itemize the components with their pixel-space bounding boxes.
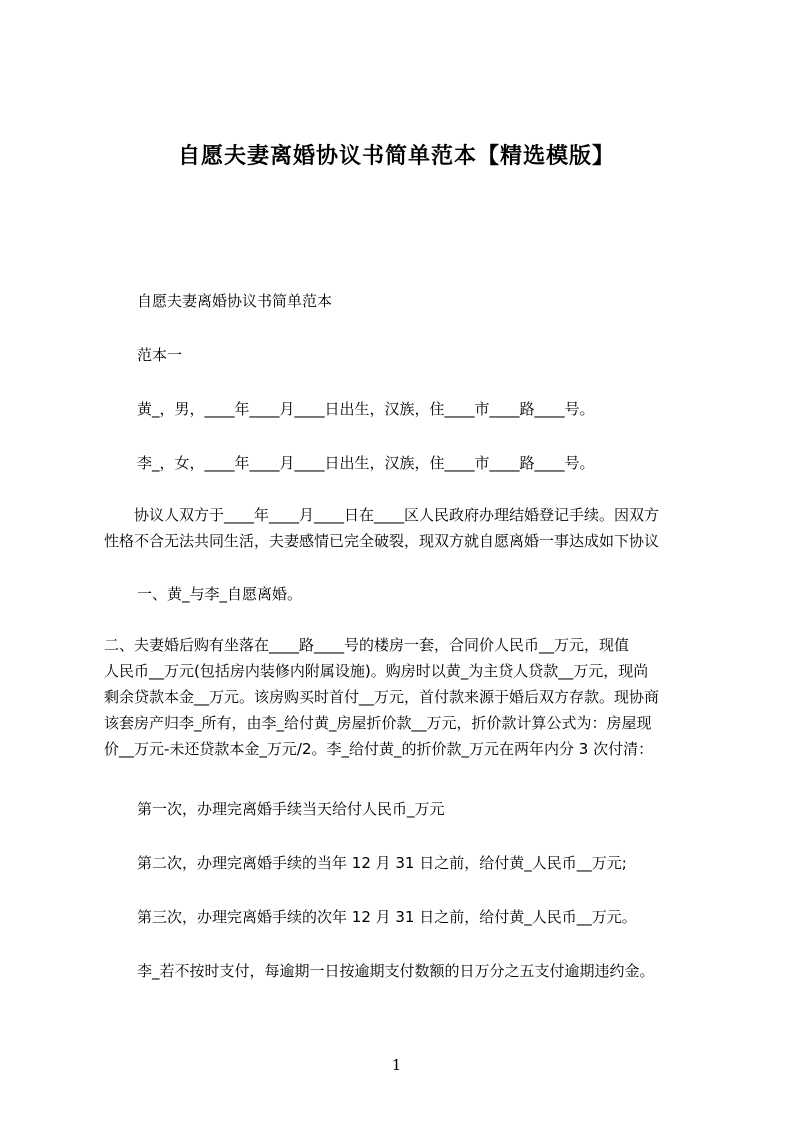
penalty-clause: 李_若不按时支付，每逾期一日按逾期支付数额的日万分之五支付逾期违约金。 bbox=[137, 962, 655, 980]
preamble-line: 性格不合无法共同生活，夫妻感情已完全破裂，现双方就自愿离婚一事达成如下协议 bbox=[104, 532, 660, 550]
payment-third: 第三次，办理完离婚手续的次年 12 月 31 日之前，给付黄_人民币__万元。 bbox=[137, 908, 637, 926]
clause-two-line: 价__万元-未还贷款本金_万元/2。李_给付黄_的折价款_万元在两年内分 3 次付清： bbox=[104, 740, 654, 758]
document-title: 自愿夫妻离婚协议书简单范本【精选模版】 bbox=[177, 144, 615, 169]
clause-two-line: 该套房产归李_所有，由李_给付黄_房屋折价款__万元，折价款计算公式为：房屋现 bbox=[104, 714, 652, 732]
payment-second: 第二次，办理完离婚手续的当年 12 月 31 日之前，给付黄_人民币__万元; bbox=[137, 854, 627, 872]
clause-two-line: 剩余贷款本金__万元。该房购买时首付__万元，首付款来源于婚后双方存款。现协商 bbox=[104, 688, 660, 706]
document-subtitle: 自愿夫妻离婚协议书简单范本 bbox=[137, 292, 333, 310]
preamble-paragraph bbox=[104, 502, 704, 554]
section-label: 范本一 bbox=[137, 346, 183, 364]
clause-two-paragraph bbox=[104, 632, 704, 762]
clause-one: 一、黄_与李_自愿离婚。 bbox=[137, 585, 303, 603]
party-husband-paragraph: 黄_，男，____年____月____日出生，汉族，住____市____路____号。 bbox=[137, 400, 595, 418]
clause-two-line: 人民币__万元(包括房内装修内附属设施)。购房时以黄_为主贷人贷款__万元，现尚 bbox=[104, 662, 649, 680]
clause-two-line: 二、夫妻婚后购有坐落在____路____号的楼房一套，合同价人民币__万元，现值 bbox=[104, 636, 630, 654]
payment-first: 第一次，办理完离婚手续当天给付人民币_万元 bbox=[137, 800, 445, 818]
party-wife-paragraph: 李_，女，____年____月____日出生，汉族，住____市____路____号。 bbox=[137, 454, 595, 472]
page-number: 1 bbox=[391, 1056, 402, 1074]
preamble-line: 协议人双方于____年____月____日在____区人民政府办理结婚登记手续。因双方 bbox=[134, 506, 660, 524]
